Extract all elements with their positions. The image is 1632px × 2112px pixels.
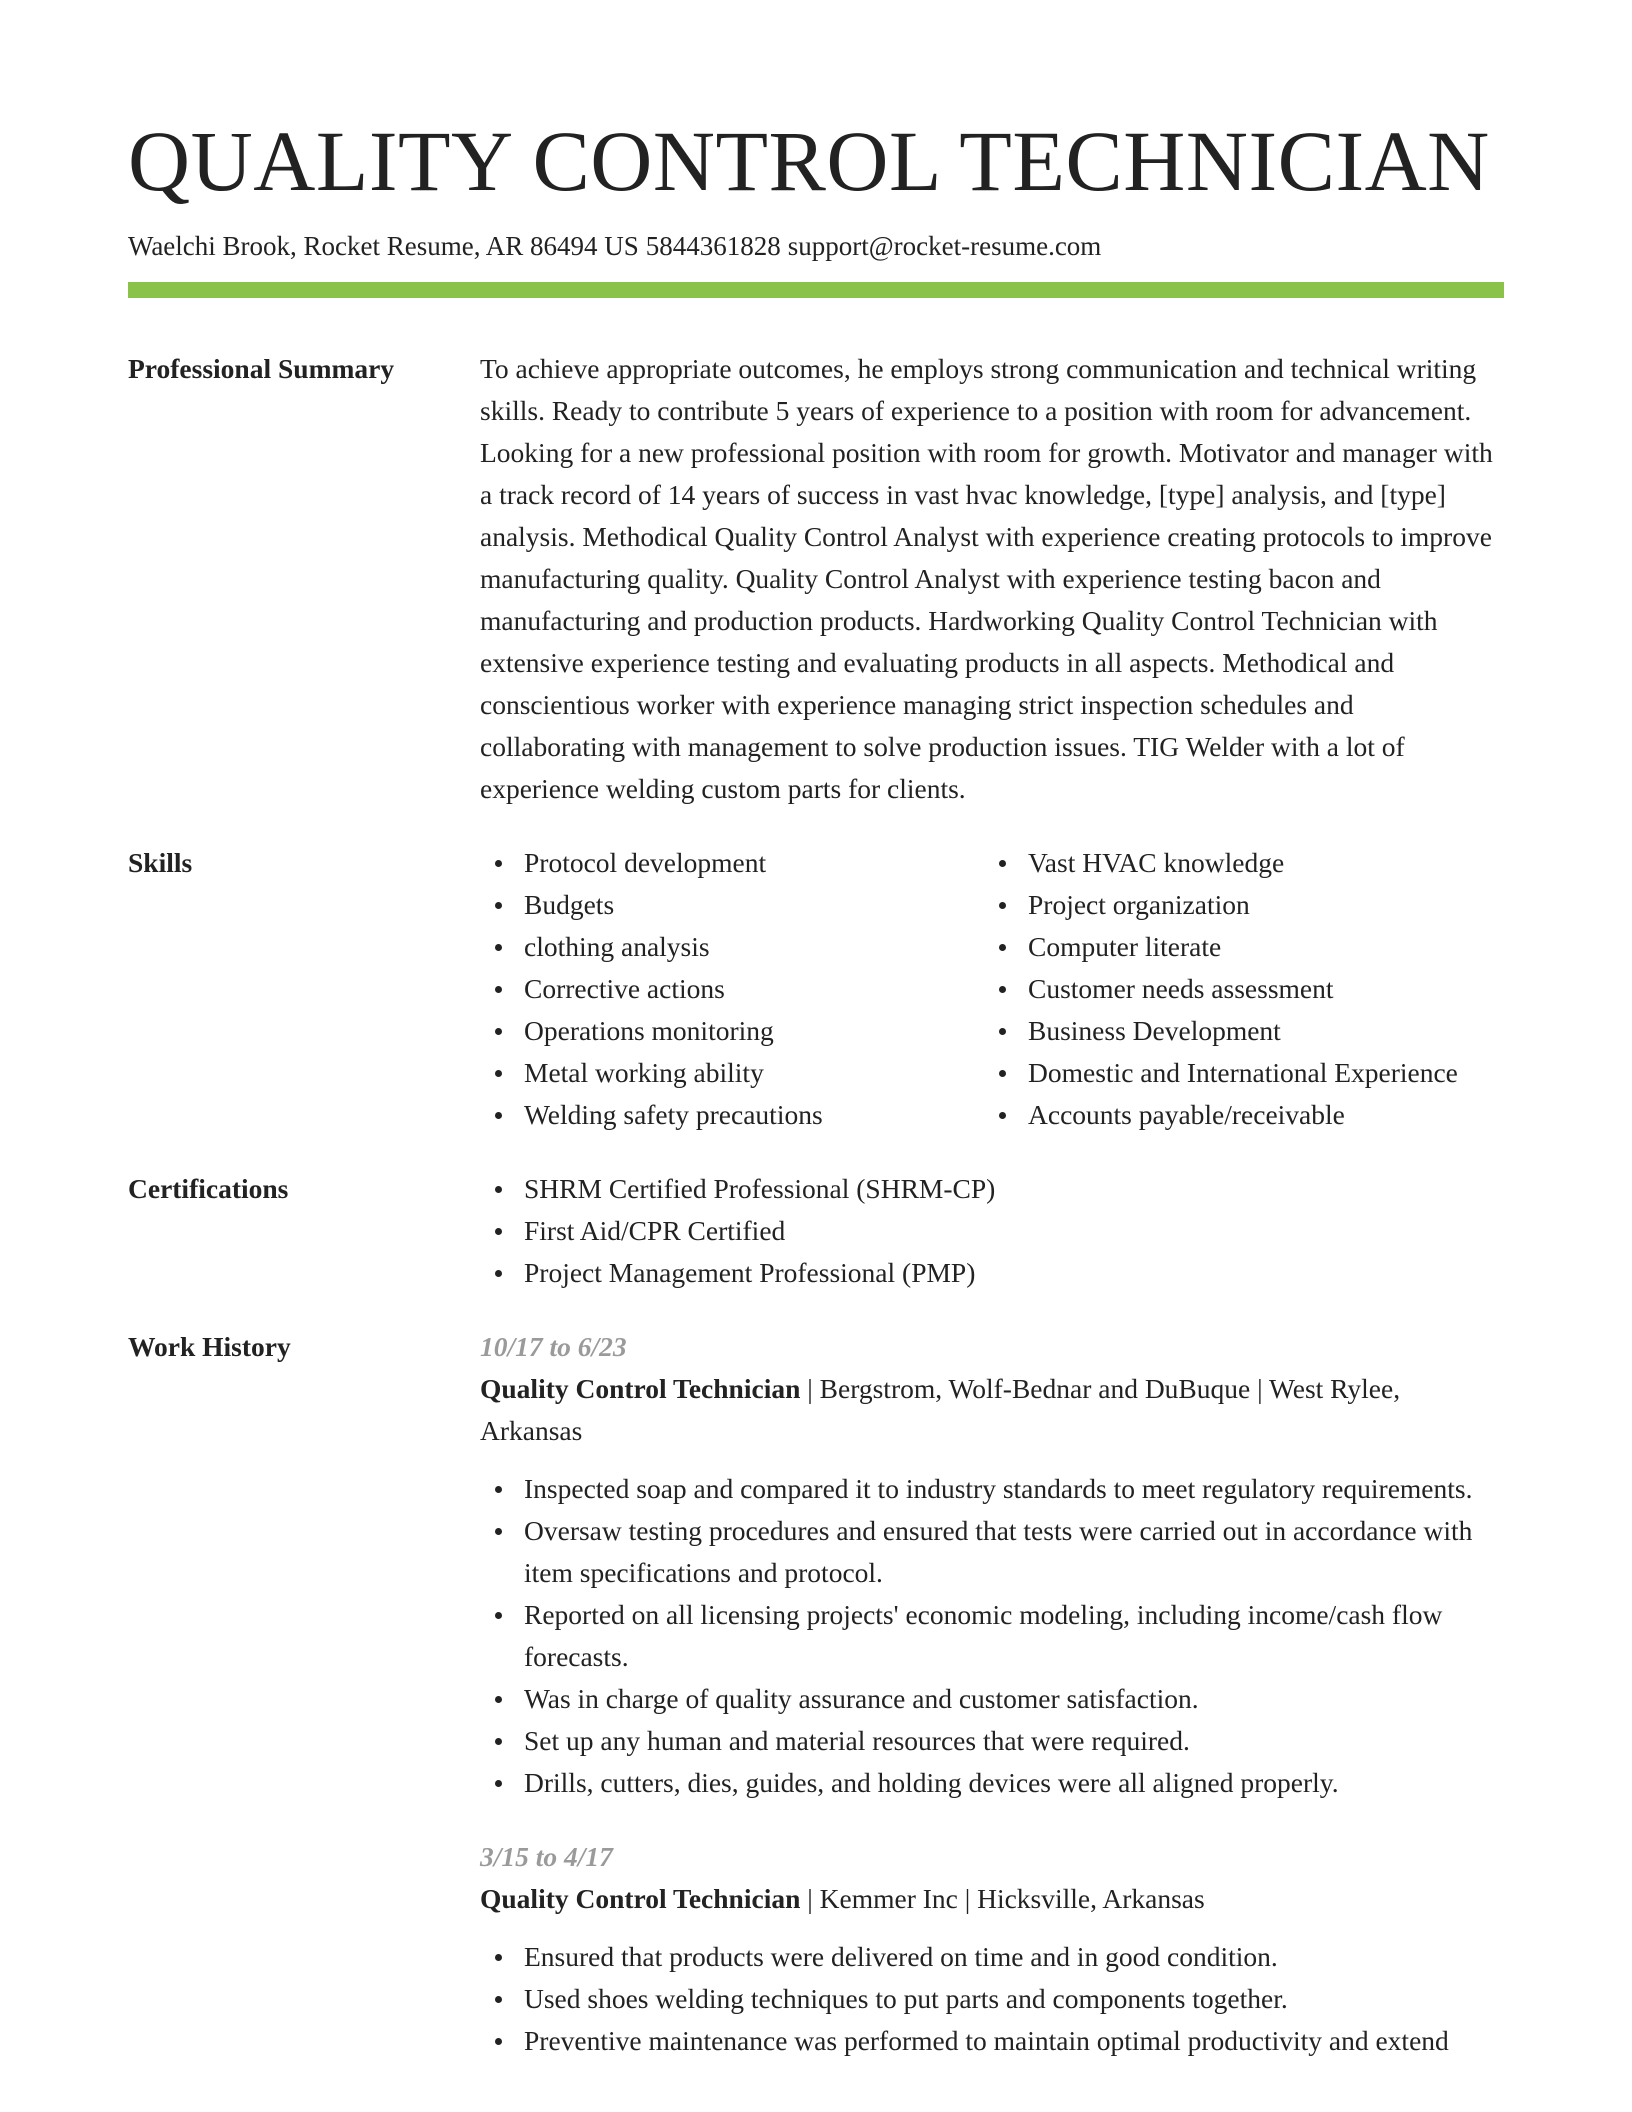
candidate-name: QUALITY CONTROL TECHNICIAN [128, 113, 1490, 209]
job-dates: 10/17 to 6/23 [480, 1331, 627, 1363]
skills-columns [480, 842, 1504, 1136]
job-heading [480, 1878, 1504, 1920]
job-bullet: Ensured that products were delivered on time and in good condition. [480, 1936, 1504, 1978]
job-bullet: Drills, cutters, dies, guides, and holding devices were all aligned properly. [480, 1762, 1504, 1804]
job-employer-location: | Kemmer Inc | Hicksville, Arkansas [800, 1883, 1205, 1915]
accent-divider [128, 282, 1504, 298]
section-heading-work-history: Work History [128, 1331, 291, 1363]
skill-item: Operations monitoring [480, 1010, 984, 1052]
certification-item: First Aid/CPR Certified [480, 1210, 1504, 1252]
job-heading [480, 1368, 1504, 1452]
skill-item: Domestic and International Experience [984, 1052, 1488, 1094]
contact-address: Waelchi Brook, Rocket Resume, AR 86494 US [128, 231, 639, 261]
skill-item: Project organization [984, 884, 1488, 926]
skill-item: Vast HVAC knowledge [984, 842, 1488, 884]
job-bullet: Inspected soap and compared it to industry standards to meet regulatory requirements. [480, 1468, 1504, 1510]
job-bullet: Set up any human and material resources that were required. [480, 1720, 1504, 1762]
job-employer-location: | Bergstrom, Wolf-Bednar and DuBuque | West Rylee, Arkansas [480, 1373, 1401, 1447]
job-bullet: Reported on all licensing projects' economic modeling, including income/cash flow forecasts. [480, 1594, 1504, 1678]
section-heading-summary: Professional Summary [128, 353, 395, 385]
contact-email[interactable]: support@rocket-resume.com [787, 231, 1102, 261]
skills-section [128, 842, 1504, 1136]
skill-item: Corrective actions [480, 968, 984, 1010]
job-bullet: Preventive maintenance was performed to maintain optimal productivity and extend [480, 2020, 1504, 2062]
certifications-list [480, 1168, 1504, 1294]
skill-item: Protocol development [480, 842, 984, 884]
contact-line [128, 230, 1504, 262]
job-bullet-list [480, 1468, 1504, 1804]
skill-item: Accounts payable/receivable [984, 1094, 1488, 1136]
skill-item: clothing analysis [480, 926, 984, 968]
summary-text: To achieve appropriate outcomes, he employs strong communication and technical writing skills. Ready to contribute 5 years of experience to a position with room for advancement. Looking for a new professional position with room for growth. Motivator and manager with a track record of 14 years of success in vast hvac knowledge, [type] analysis, and [type] analysis. Methodical Quality Control Analyst with experience creating protocols to improve manufacturing quality. Quality Control Analyst with experience testing bacon and manufacturing and production products. Hardworking Quality Control Technician with extensive experience testing and evaluating products in all aspects. Methodical and conscientious worker with experience managing strict inspection schedules and collaborating with management to solve production issues. TIG Welder with a lot of experience welding custom parts for clients. [480, 353, 1493, 805]
job-bullet: Used shoes welding techniques to put parts and components together. [480, 1978, 1504, 2020]
skill-item: Business Development [984, 1010, 1488, 1052]
skills-list-right [984, 842, 1488, 1136]
skills-list-left [480, 842, 984, 1136]
job-title: Quality Control Technician [480, 1883, 801, 1915]
job-title: Quality Control Technician [480, 1373, 801, 1405]
work-history-body [480, 1326, 1504, 2062]
certifications-section [128, 1168, 1504, 1294]
job-bullet-list [480, 1936, 1504, 2062]
job-bullet: Was in charge of quality assurance and customer satisfaction. [480, 1678, 1504, 1720]
section-heading-skills: Skills [128, 847, 193, 879]
job-entry [480, 1326, 1504, 1804]
skill-item: Budgets [480, 884, 984, 926]
skill-item: Metal working ability [480, 1052, 984, 1094]
job-bullet: Oversaw testing procedures and ensured that tests were carried out in accordance with item specifications and protocol. [480, 1510, 1504, 1594]
contact-phone: 5844361828 [645, 231, 781, 261]
skill-item: Welding safety precautions [480, 1094, 984, 1136]
section-heading-certifications: Certifications [128, 1173, 289, 1205]
skill-item: Computer literate [984, 926, 1488, 968]
job-dates: 3/15 to 4/17 [480, 1841, 613, 1873]
certification-item: SHRM Certified Professional (SHRM-CP) [480, 1168, 1504, 1210]
work-history-section [128, 1326, 1504, 2062]
certification-item: Project Management Professional (PMP) [480, 1252, 1504, 1294]
summary-section [128, 348, 1504, 810]
job-entry [480, 1836, 1504, 2062]
skill-item: Customer needs assessment [984, 968, 1488, 1010]
